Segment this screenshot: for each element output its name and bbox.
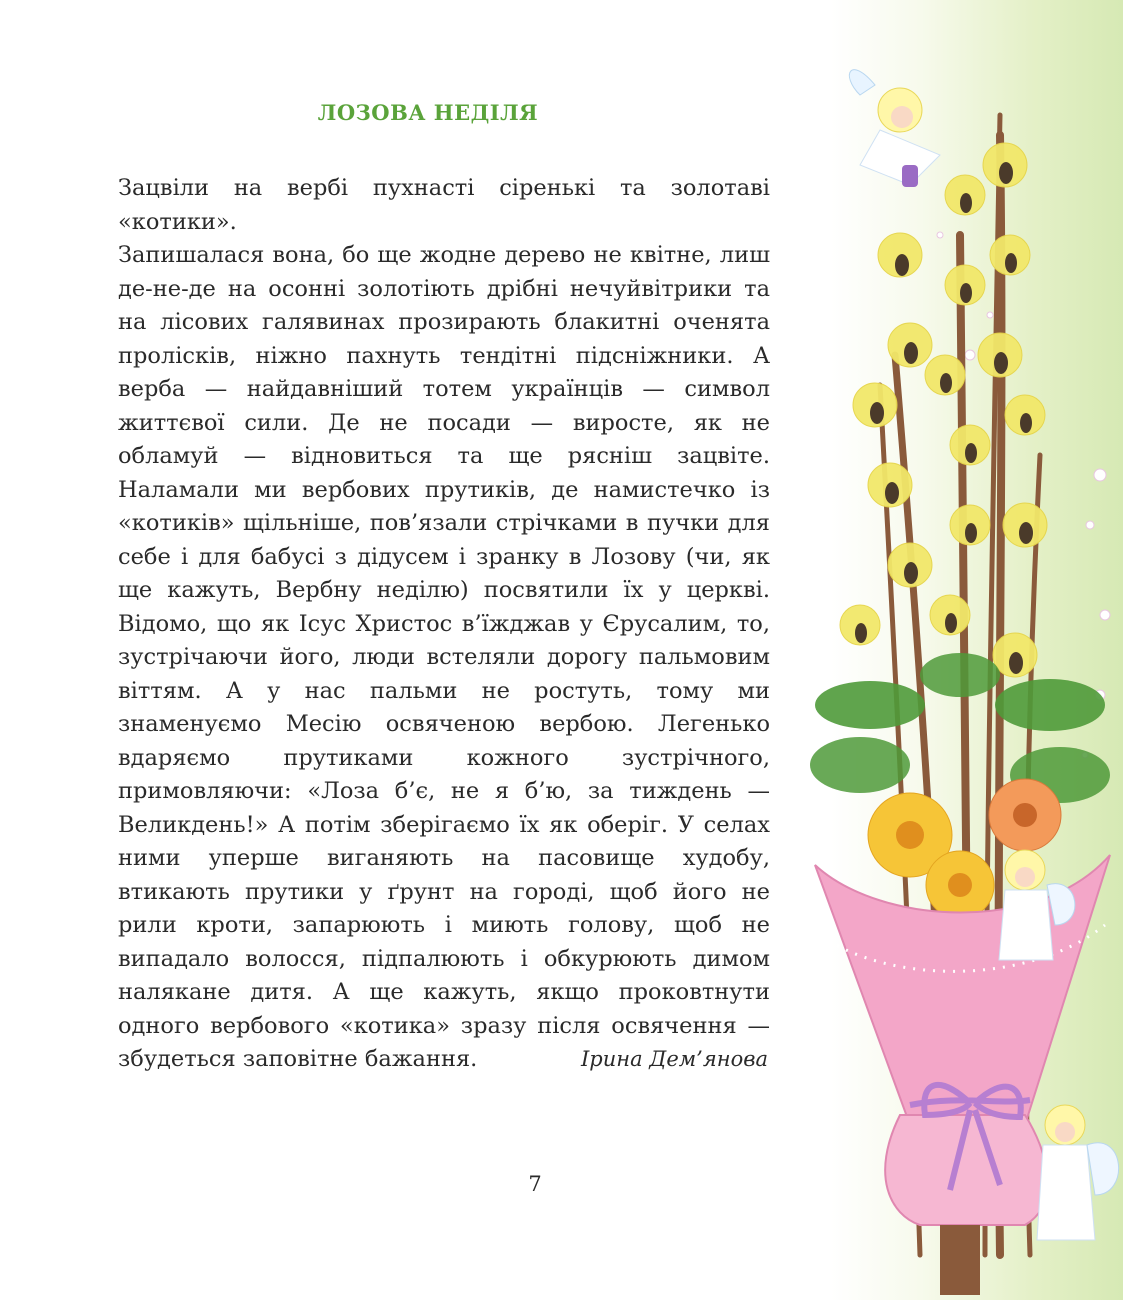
page-number: 7 (528, 1172, 542, 1196)
catkins (840, 143, 1047, 677)
greenery (810, 653, 1110, 803)
angel-top (849, 70, 940, 187)
paragraph-1: Зацвіли на вербі пухнасті сіренькі та золотаві «котики». (118, 175, 770, 235)
willow-bouquet-with-angels-icon (800, 55, 1123, 1300)
article-body (118, 172, 770, 1077)
angel-bottom (1037, 1105, 1119, 1240)
page-title: ЛОЗОВА НЕДІЛЯ (317, 100, 539, 125)
author-signature: Ірина Дем’янова (580, 1047, 768, 1071)
paragraph-2: Запишалася вона, бо ще жодне дерево не квітне, лиш де-не-де на осонні золотіють дрібні нечуйвітрики та на лісових галявинах прозирають блакитні оченята пролісків, ніжно пахнуть тендітні підсніжники. А верба — найдавніший тотем українців — символ життєвої сили. Де не посади — виросте, як не обламуй — відновиться та ще рясніш зацвіте. Наламали ми вербових прутиків, де намистечко із «котиків» щільніше, пов’язали стрічками в пучки для себе і для бабусі з дідусем і зранку в Лозову (чи, як ще кажуть, Вербну неділю) посвятили їх у церкві. Відомо, що як Ісус Христос в’їжджав у Єрусалим, то, зустрічаючи його, люди встеляли дорогу пальмовим віттям. А у нас пальми не ростуть, тому ми знаменуємо Месію освяченою вербою. Легенько вдаряємо прутиками кожного зустрічного, примовляючи: «Лоза б’є, не я б’ю, за тиждень — Великдень!» А потім зберігаємо їх як оберіг. У селах ними уперше виганяють на пасовище худобу, втикають прутики у ґрунт на городі, щоб його не рили кроти, запарюють і миють голову, щоб не випадало волосся, підпалюють і обкурюють димом налякане дитя. А ще кажуть, якщо проковтнути одного вербового «котика» зразу після освячення — збудеться заповітне бажання. (118, 242, 770, 1072)
